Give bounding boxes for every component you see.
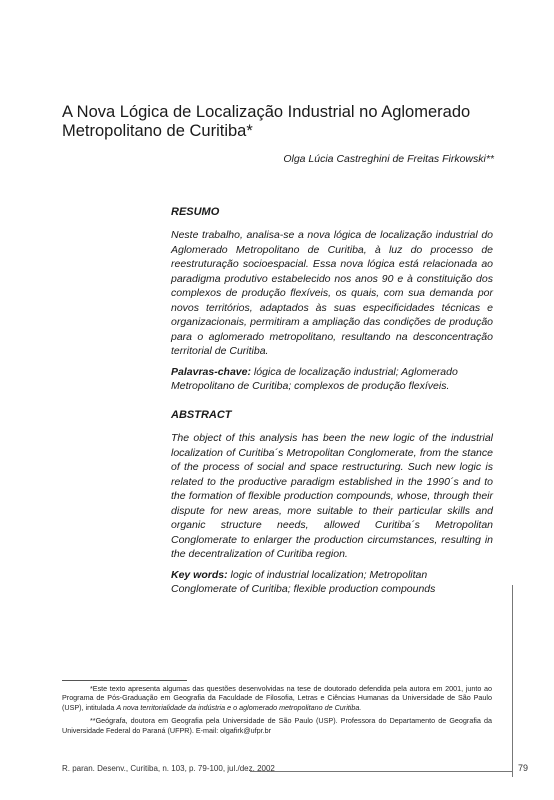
abstract-keywords-text: logic of industrial localization; Metropolitan Conglomerate of Curitiba; flexible production compounds	[171, 568, 436, 595]
abstract-keywords	[171, 568, 493, 597]
resumo-text: Neste trabalho, analisa-se a nova lógica de localização industrial do Aglomerado Metropolitano de Curitiba, à luz do processo de reestruturação socioespacial. Essa nova lógica está relacionada ao paradigma produtivo estabelecido nos anos 90 e à constituição dos complexos de produção flexíveis, os quais, com sua demanda por novos territórios, adaptados às suas especificidades técnicas e organizacionais, permitiram a ampliação das condições de produção para o aglomerado metropolitano, resultando na desconcentração territorial de Curitiba.	[171, 229, 493, 357]
footnote-1	[62, 684, 492, 712]
margin-rule	[512, 585, 513, 777]
abstract-section	[171, 409, 493, 597]
footnotes	[62, 684, 492, 739]
abstract-text: The object of this analysis has been the new logic of the industrial localization of Curitiba´s Metropolitan Conglomerate, from the stance of the process of social and space restructuring. Such new logic is related to the productive paradigm established in the 1990´s and to the formation of flexible production compounds, whose, through their dispute for new areas, more suitable to their particular skills and organic structure needs, allowed Curitiba´s Metropolitan Conglomerate to enlarger the production circumstances, resulting in the decentralization of Curitiba region.	[171, 432, 493, 560]
page-number: 79	[518, 763, 529, 773]
article-title: A Nova Lógica de Localização Industrial no Aglomerado Metropolitano de Curitiba*	[62, 103, 471, 141]
resumo-heading: RESUMO	[171, 206, 220, 218]
footnote-2: **Geógrafa, doutora em Geografia pela Universidade de São Paulo (USP). Professora do Departamento de Geografia da Universidade Federal do Paraná (UFPR). E-mail: olgafirk@ufpr.br	[62, 716, 492, 735]
footnote-1-thesis-title: A nova territorialidade da indústria e o aglomerado metropolitano de Curitiba.	[116, 702, 362, 712]
abstract-heading: ABSTRACT	[171, 409, 232, 421]
resumo-keywords-text: lógica de localização industrial; Aglomerado Metropolitano de Curitiba; complexos de produção flexíveis.	[171, 365, 458, 392]
abstract-keywords-label: Key words:	[171, 568, 228, 581]
resumo-keywords	[171, 365, 493, 394]
footer-rule	[250, 771, 512, 772]
author-name: Olga Lúcia Castreghini de Freitas Firkowski**	[283, 153, 494, 165]
footnote-1-text: *Este texto apresenta algumas das questões desenvolvidas na tese de doutorado defendida pela autora em 2001, junto ao Programa de Pós-Graduação em Geografia da Faculdade de Filosofia, Letras e Ciências Humanas da Universidade de São Paulo (USP), intitulada	[62, 684, 492, 712]
resumo-section	[171, 206, 493, 394]
footer-citation: R. paran. Desenv., Curitiba, n. 103, p. 79-100, jul./dez. 2002	[62, 764, 275, 773]
resumo-keywords-label: Palavras-chave:	[171, 365, 251, 378]
footnote-divider	[62, 680, 187, 681]
